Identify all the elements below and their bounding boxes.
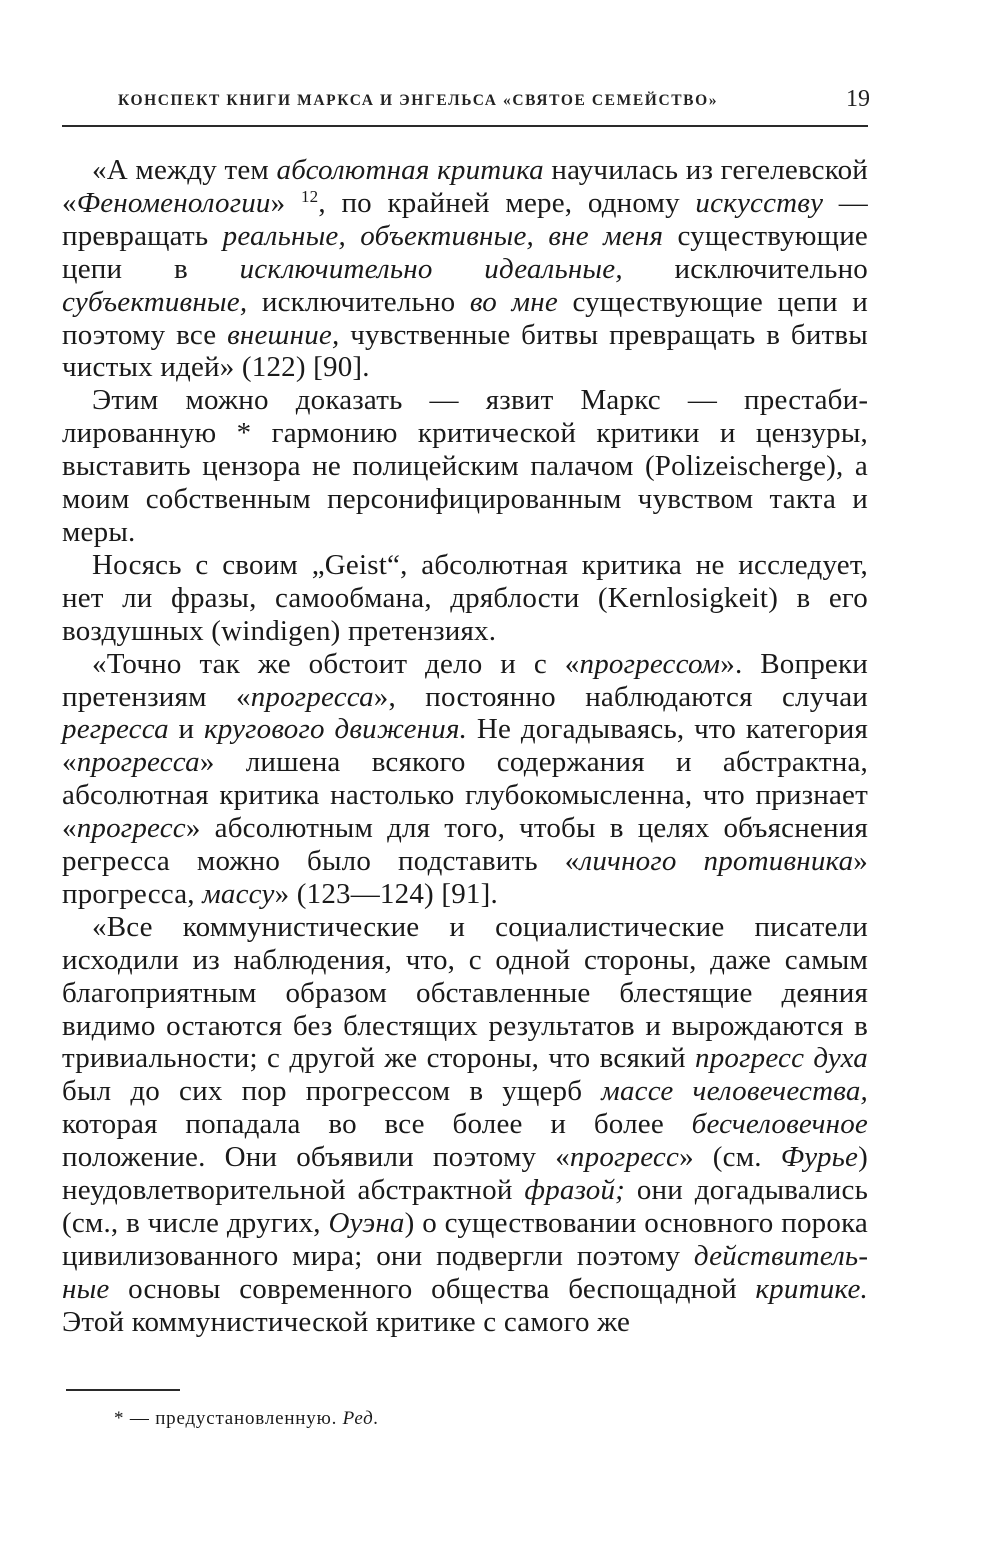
text-run: чувственные битвы превращать в битвы чистых идей» (122) [90].	[62, 318, 868, 384]
text-run: Этим можно доказать — язвит Маркс — престабилированную * гармонию критической критики и цензуры, выставить цензора не полицейским палачом (Polizeischerge), а моим собственным персонифицированным чувством такта и меры.	[62, 384, 868, 548]
paragraph	[62, 911, 868, 1339]
text-run: — превращать	[62, 186, 868, 252]
footnote-rule	[66, 1389, 180, 1391]
text-run: научилась из гегелевской «	[62, 154, 868, 219]
text-run: »	[270, 186, 301, 219]
footnote	[114, 1408, 379, 1430]
italic-text: субъективные,	[62, 285, 248, 318]
text-run: » абсолютным для того, чтобы в целях объяснения регресса можно было подставить «	[62, 812, 868, 878]
italic-text: прогресс	[76, 812, 186, 845]
text-run: которая попадала во все более и более	[62, 1108, 692, 1141]
italic-text: фразой;	[524, 1174, 625, 1207]
footnote-reference: 12	[300, 186, 319, 206]
italic-text: Фурье	[780, 1141, 859, 1174]
page-number: 19	[846, 86, 870, 112]
italic-text: внешние,	[227, 318, 340, 351]
text-run: положение. Они объявили поэтому «	[62, 1141, 570, 1174]
italic-text: Феноменологии	[76, 186, 271, 219]
text-run: Не догадываясь, что категория «	[62, 713, 868, 779]
italic-text: реальные, объективные, вне меня	[222, 219, 664, 252]
italic-text: прогресс духа	[695, 1042, 868, 1075]
text-run: Носясь с своим „Geist“, абсолютная критика не исследует, нет ли фразы, самообмана, дряблости (Kernlosigkeit) в его воздушных (windigen) претензиях.	[62, 548, 868, 647]
text-run: , по крайней мере, одному	[318, 186, 696, 219]
text-run: существующие цепи и поэтому все	[62, 285, 868, 351]
text-run: Этой коммунистической критике с самого же	[62, 1305, 631, 1338]
header-rule	[62, 125, 868, 127]
italic-text: массу	[202, 877, 275, 910]
italic-text: прогресса	[76, 746, 200, 779]
body-text	[62, 154, 868, 1339]
text-run: «Точно так же обстоит дело и с «	[92, 647, 580, 680]
text-run: исключительно	[622, 252, 868, 285]
italic-text: во мне	[469, 285, 558, 318]
text-run: «Все коммунистические и социалистические писатели исходили из наблюдения, что, с одной стороны, даже самым благоприятным образом обставленные блестящие деяния видимо остаются без блестящих результатов и вырождаются в тривиальности; с другой же стороны, что всякий	[62, 910, 868, 1075]
text-run: «А между тем	[92, 154, 277, 186]
italic-text: исключительно идеальные,	[239, 252, 623, 285]
text-run: и	[168, 713, 205, 746]
italic-text: Оуэна	[328, 1207, 405, 1239]
footnote-text: — предустановленную.	[124, 1408, 343, 1429]
italic-text: прогресса	[250, 680, 374, 713]
italic-text: прогресс	[569, 1141, 680, 1174]
text-run: они догадывались (см., в числе других,	[62, 1174, 868, 1239]
text-run: » лишена всякого содержания и абстрактна, абсолютная критика настолько глубокомысленна, что признает «	[62, 746, 868, 845]
text-run: исключительно	[247, 285, 470, 318]
text-run: » (см.	[679, 1141, 781, 1174]
italic-text: регресса	[62, 713, 169, 746]
text-run: был до сих пор прогрессом в ущерб	[62, 1075, 602, 1108]
paragraph	[62, 648, 868, 911]
italic-text: прогрессом	[579, 647, 721, 680]
paragraph	[62, 384, 868, 549]
italic-text: искусству	[695, 186, 824, 219]
text-run: существующие цепи в	[62, 219, 868, 285]
text-run: » (123—124) [91].	[274, 877, 498, 910]
text-run: основы современного общества беспощадной	[109, 1272, 756, 1305]
text-run: ». Вопреки претензиям «	[62, 647, 869, 713]
text-run: » прогресса,	[62, 845, 868, 910]
italic-text: личного противника	[579, 845, 854, 878]
italic-text: абсолютная критика	[276, 154, 544, 186]
italic-text: массе человечества,	[601, 1075, 868, 1108]
paragraph	[62, 549, 868, 648]
text-run: », постоянно наблюдаются случаи	[373, 680, 868, 713]
italic-text: действительные	[62, 1239, 868, 1305]
footnote-editor: Ред.	[342, 1408, 380, 1429]
running-header-title: КОНСПЕКТ КНИГИ МАРКСА И ЭНГЕЛЬСА «СВЯТОЕ СЕМЕЙСТВО»	[118, 92, 719, 109]
italic-text: бесчеловечное	[691, 1108, 868, 1141]
italic-text: кругового движения.	[204, 713, 468, 746]
text-run: ) о существовании основного порока цивилизованного мира; они подвергли поэтому	[62, 1207, 868, 1272]
italic-text: критике.	[755, 1272, 868, 1305]
text-run: ) неудовлетворительной абстрактной	[62, 1141, 868, 1207]
paragraph	[62, 154, 868, 384]
footnote-marker: *	[114, 1408, 125, 1429]
